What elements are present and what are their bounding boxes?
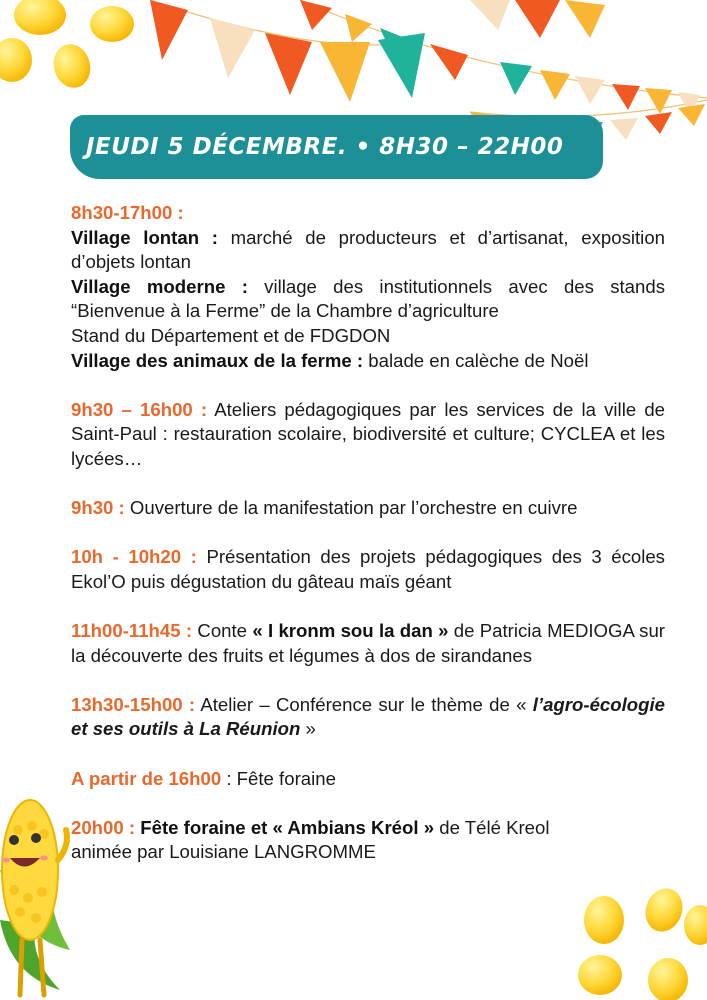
corn-kernel bbox=[578, 883, 707, 1000]
program-line: Village moderne : village des institutionnels avec des stands “Bienvenue à la Ferme” de la Chambre d’agriculture bbox=[71, 275, 665, 322]
corn-kernel bbox=[0, 0, 134, 92]
time-label: 20h00 : bbox=[71, 816, 136, 838]
program-block bbox=[71, 201, 665, 373]
program-block: 9h30 : Ouverture de la manifestation par l’orchestre en cuivre bbox=[71, 497, 578, 519]
program-block: 13h30-15h00 : Atelier – Conférence sur le thème de « l’agro-écologie et ses outils à La Réunion » bbox=[71, 693, 665, 740]
time-label: 9h30 : bbox=[71, 497, 125, 519]
time-label: 13h30-15h00 : bbox=[71, 693, 196, 715]
date-banner bbox=[70, 115, 603, 179]
program-line: Village lontan : marché de producteurs et d’artisanat, exposition d’objets lontan bbox=[71, 226, 665, 273]
program-block: 10h - 10h20 : Présentation des projets pédagogiques des 3 écoles Ekol’O puis dégustation du gâteau maïs géant bbox=[71, 546, 665, 592]
program-line: Stand du Département et de FDGDON bbox=[71, 324, 391, 346]
program-block: 9h30 – 16h00 : Ateliers pédagogiques par les services de la ville de Saint-Paul : restauration scolaire, biodiversité et culture; CYCLEA et les lycées… bbox=[71, 398, 665, 469]
time-label: 10h - 10h20 : bbox=[71, 546, 197, 568]
program-schedule bbox=[71, 201, 665, 865]
program-block: A partir de 16h00 : Fête foraine bbox=[71, 767, 336, 789]
corn-mascot-icon bbox=[0, 800, 70, 995]
time-label: 9h30 – 16h00 : bbox=[71, 398, 208, 420]
program-line: 20h00 : Fête foraine et « Ambians Kréol » de Télé Kreol bbox=[71, 816, 550, 838]
time-label: 11h00-11h45 : bbox=[71, 620, 193, 642]
time-label: 8h30-17h00 : bbox=[71, 202, 184, 223]
date-heading: JEUDI 5 DÉCEMBRE. • 8H30 – 22H00 bbox=[86, 134, 564, 160]
program-line: animée par Louisiane LANGROMME bbox=[71, 841, 376, 863]
program-block: 11h00-11h45 : Conte « I kronm sou la dan » de Patricia MEDIOGA sur la découverte des fruits et légumes à dos de sirandanes bbox=[71, 620, 665, 666]
time-label: A partir de 16h00 bbox=[71, 767, 222, 789]
program-line: Village des animaux de la ferme : balade en calèche de Noël bbox=[71, 349, 589, 371]
program-block bbox=[71, 816, 665, 865]
